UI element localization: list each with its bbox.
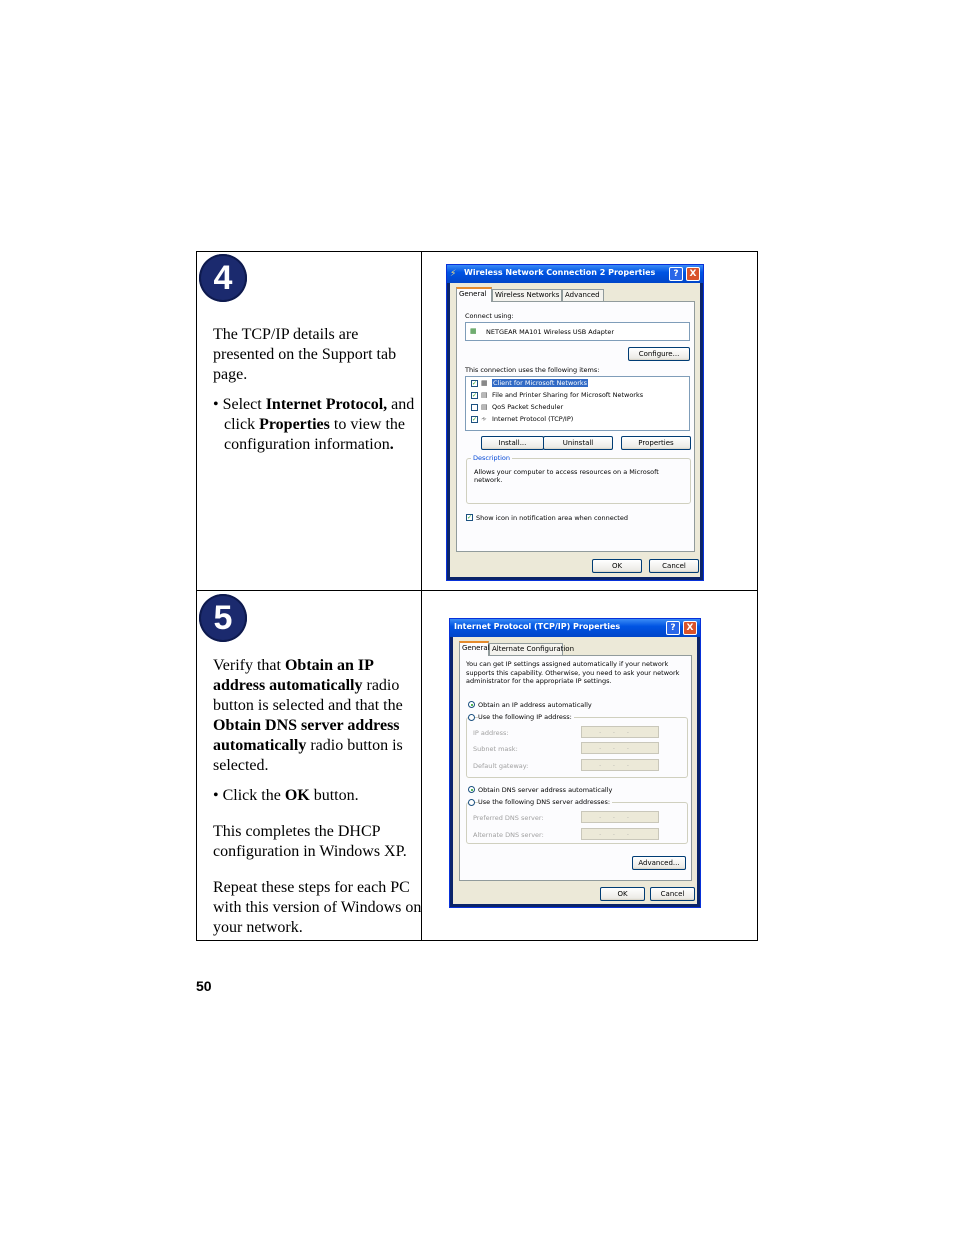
obtain-dns-radio[interactable] <box>468 786 475 793</box>
step-5-para: Verify that Obtain an IP address automatically radio button is selected and that the Obtain DNS server address automatically radio button is selected. <box>213 657 403 774</box>
description-text: Allows your computer to access resources on a Microsoft network. <box>474 468 659 484</box>
table-row-divider <box>196 590 758 591</box>
dialog-title: Wireless Network Connection 2 Properties <box>464 268 656 277</box>
subnet-mask-label: Subnet mask: <box>473 745 518 753</box>
list-item[interactable]: QoS Packet Scheduler <box>492 403 564 411</box>
alternate-dns-field[interactable]: ... <box>581 828 659 840</box>
scheduler-icon: ▤ <box>481 403 488 411</box>
item-checkbox[interactable]: ✓ <box>472 380 478 387</box>
items-list <box>465 376 690 431</box>
obtain-dns-label[interactable]: Obtain DNS server address automatically <box>478 786 613 794</box>
show-icon-label[interactable]: Show icon in notification area when connected <box>476 514 628 522</box>
item-checkbox[interactable]: ✓ <box>472 392 478 399</box>
configure-button[interactable]: Configure... <box>628 347 690 361</box>
preferred-dns-field[interactable]: ... <box>581 811 659 823</box>
list-item[interactable]: File and Printer Sharing for Microsoft Networks <box>492 391 644 399</box>
use-dns-label[interactable]: Use the following DNS server addresses: <box>478 798 611 806</box>
step-4-para: The TCP/IP details are presented on the Support tab page. <box>213 326 397 383</box>
tab-general[interactable]: General <box>456 287 492 302</box>
cancel-button[interactable]: Cancel <box>649 559 699 573</box>
general-panel <box>456 301 695 552</box>
step-5-text <box>213 656 423 938</box>
preferred-dns-label: Preferred DNS server: <box>473 814 544 822</box>
use-ip-radio[interactable] <box>468 714 475 721</box>
step-4-text <box>213 325 419 455</box>
dialog-titlebar[interactable] <box>447 265 703 283</box>
ip-address-field[interactable]: ... <box>581 726 659 738</box>
items-label: This connection uses the following items: <box>465 366 600 374</box>
obtain-ip-radio[interactable] <box>468 701 475 708</box>
step-5-bullet: • Click the OK button. <box>213 787 359 804</box>
list-item[interactable]: Client for Microsoft Networks <box>493 379 588 387</box>
description-title: Description <box>473 454 511 462</box>
use-dns-radio[interactable] <box>468 799 475 806</box>
ok-button[interactable]: OK <box>600 887 645 901</box>
connect-using-label: Connect using: <box>465 312 514 320</box>
use-ip-label[interactable]: Use the following IP address: <box>478 713 572 721</box>
cancel-button[interactable]: Cancel <box>650 887 695 901</box>
list-item[interactable]: Internet Protocol (TCP/IP) <box>492 415 574 423</box>
dialog-titlebar[interactable] <box>450 619 700 637</box>
install-button[interactable]: Install... <box>481 436 544 450</box>
help-button[interactable]: ? <box>666 621 680 635</box>
help-button[interactable]: ? <box>669 267 683 281</box>
step-4-badge: 4 <box>199 254 247 302</box>
close-button[interactable]: X <box>683 621 697 635</box>
advanced-button[interactable]: Advanced... <box>632 856 686 870</box>
subnet-mask-field[interactable]: ... <box>581 742 659 754</box>
dialog-body <box>453 637 697 904</box>
obtain-ip-label[interactable]: Obtain an IP address automatically <box>478 701 592 709</box>
dialog-title: Internet Protocol (TCP/IP) Properties <box>454 622 621 631</box>
tab-alternate-configuration[interactable]: Alternate Configuration <box>489 643 563 655</box>
adapter-name: NETGEAR MA101 Wireless USB Adapter <box>486 328 615 336</box>
protocol-icon: ∻ <box>481 415 487 423</box>
step-5-badge: 5 <box>199 594 247 642</box>
page-number: 50 <box>196 978 212 994</box>
tcpip-properties-dialog <box>449 618 701 908</box>
tab-advanced[interactable]: Advanced <box>562 289 604 301</box>
tab-wireless-networks[interactable]: Wireless Networks <box>492 289 562 301</box>
default-gateway-field[interactable]: ... <box>581 759 659 771</box>
uninstall-button[interactable]: Uninstall <box>543 436 613 450</box>
ip-address-label: IP address: <box>473 729 509 737</box>
ok-button[interactable]: OK <box>592 559 642 573</box>
network-icon: ⚡ <box>450 269 457 279</box>
adapter-icon: ▦ <box>470 327 477 335</box>
close-button[interactable]: X <box>686 267 700 281</box>
wireless-properties-dialog <box>446 264 704 581</box>
tab-general[interactable]: General <box>459 641 489 656</box>
printer-icon: ▤ <box>481 391 488 399</box>
alternate-dns-label: Alternate DNS server: <box>473 831 544 839</box>
step-4-bullet: • Select Internet Protocol, and click Properties to view the configuration information. <box>213 396 415 453</box>
general-panel <box>459 655 692 881</box>
adapter-field <box>465 322 690 341</box>
step-5-repeat: Repeat these steps for each PC with this version of Windows on your network. <box>213 879 422 936</box>
client-icon: ▦ <box>481 379 488 387</box>
show-icon-checkbox[interactable]: ✓ <box>467 514 473 521</box>
properties-button[interactable]: Properties <box>621 436 691 450</box>
item-checkbox[interactable] <box>471 404 478 411</box>
dialog-body <box>450 283 700 577</box>
item-checkbox[interactable]: ✓ <box>472 416 478 423</box>
default-gateway-label: Default gateway: <box>473 762 529 770</box>
step-5-completion: This completes the DHCP configuration in Windows XP. <box>213 823 407 860</box>
intro-text: You can get IP settings assigned automatically if your network supports this capability. Otherwise, you need to ask your network administrator for the appropriate IP settings. <box>466 660 680 685</box>
